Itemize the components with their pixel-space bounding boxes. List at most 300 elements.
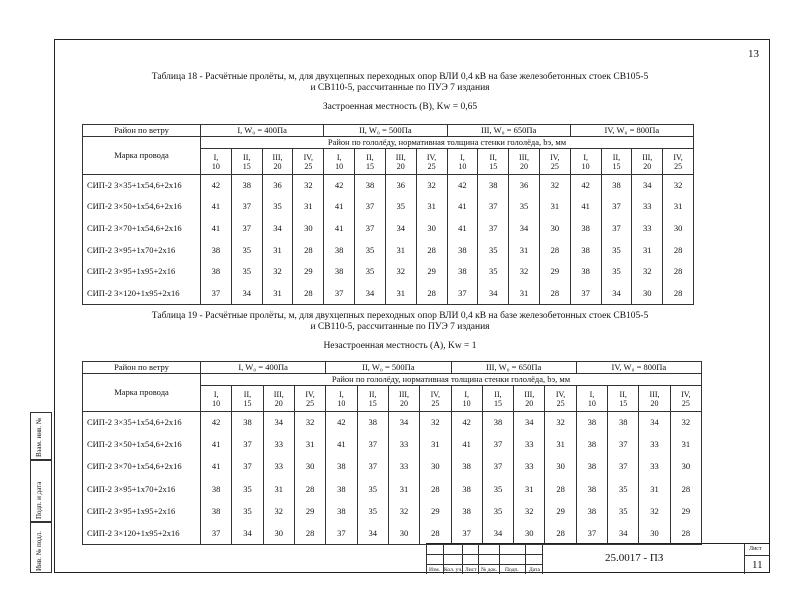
span-value: 32 bbox=[632, 261, 663, 283]
span-value: 41 bbox=[447, 218, 478, 240]
span-value: 32 bbox=[416, 175, 447, 197]
ice-col-roman: III, bbox=[395, 152, 406, 162]
span-value: 32 bbox=[388, 500, 419, 522]
span-value: 31 bbox=[263, 478, 294, 500]
span-value: 31 bbox=[509, 282, 540, 304]
ice-col-header bbox=[231, 149, 262, 175]
span-value: 37 bbox=[357, 456, 388, 478]
ice-col-value: 20 bbox=[643, 161, 652, 171]
span-value: 36 bbox=[262, 175, 293, 197]
table18-caption-line2: и СВ110-5, рассчитанные по ПУЭ 7 издания bbox=[310, 83, 490, 93]
span-value: 29 bbox=[670, 500, 701, 522]
ice-col-value: 25 bbox=[306, 398, 315, 408]
document-code: 25.0017 - ПЗ bbox=[605, 552, 664, 564]
span-value: 35 bbox=[608, 478, 639, 500]
span-value: 38 bbox=[608, 412, 639, 434]
span-value: 29 bbox=[416, 261, 447, 283]
span-value: 38 bbox=[576, 412, 607, 434]
span-value: 32 bbox=[514, 500, 545, 522]
span-value: 37 bbox=[326, 522, 357, 544]
ice-col-value: 20 bbox=[520, 161, 529, 171]
span-value: 32 bbox=[545, 412, 576, 434]
ice-col-header bbox=[324, 149, 355, 175]
wire-brand: СИП-2 3×70+1х54,6+2х16 bbox=[83, 456, 201, 478]
ice-col-roman: II, bbox=[494, 389, 502, 399]
span-value: 32 bbox=[420, 412, 451, 434]
span-value: 30 bbox=[263, 522, 294, 544]
span-value: 42 bbox=[201, 412, 232, 434]
span-value: 28 bbox=[294, 478, 325, 500]
ice-col-header bbox=[545, 386, 576, 412]
wind-col-header: IV, W₀ = 800Па bbox=[576, 362, 701, 374]
span-value: 35 bbox=[355, 239, 386, 261]
side-label-replace: Взам. инв. № bbox=[35, 417, 43, 457]
span-value: 37 bbox=[231, 196, 262, 218]
span-value: 31 bbox=[388, 478, 419, 500]
wind-region-header: Район по ветру bbox=[83, 125, 201, 137]
stamp-divider bbox=[744, 544, 745, 574]
table18 bbox=[82, 124, 694, 305]
stamp-label-date: Дата bbox=[529, 567, 540, 573]
span-value: 37 bbox=[355, 218, 386, 240]
span-value: 37 bbox=[482, 434, 513, 456]
span-value: 34 bbox=[231, 282, 262, 304]
span-value: 30 bbox=[639, 522, 670, 544]
span-value: 36 bbox=[385, 175, 416, 197]
stamp-label-izm: Изм. bbox=[429, 567, 440, 573]
span-value: 37 bbox=[601, 196, 632, 218]
stamp-divider bbox=[499, 544, 500, 574]
span-value: 37 bbox=[324, 282, 355, 304]
span-value: 38 bbox=[232, 412, 263, 434]
span-value: 28 bbox=[670, 522, 701, 544]
ice-col-roman: III, bbox=[273, 389, 284, 399]
span-value: 34 bbox=[263, 412, 294, 434]
span-value: 37 bbox=[447, 282, 478, 304]
span-value: 41 bbox=[570, 196, 601, 218]
ice-region-header: Район по гололёду, нормативная толщина стенки гололёда, bэ, мм bbox=[201, 137, 694, 149]
span-value: 34 bbox=[482, 522, 513, 544]
stamp-label-sign: Подп. bbox=[505, 567, 519, 573]
span-value: 38 bbox=[447, 239, 478, 261]
span-value: 28 bbox=[416, 239, 447, 261]
span-value: 30 bbox=[632, 282, 663, 304]
ice-col-value: 15 bbox=[493, 398, 502, 408]
span-value: 35 bbox=[385, 196, 416, 218]
span-value: 37 bbox=[478, 218, 509, 240]
ice-col-value: 25 bbox=[431, 398, 440, 408]
span-value: 38 bbox=[326, 456, 357, 478]
span-value: 37 bbox=[478, 196, 509, 218]
stamp-label-doc: № док. bbox=[481, 567, 498, 573]
stamp-sheet-label: Лист bbox=[749, 546, 762, 552]
span-value: 35 bbox=[608, 500, 639, 522]
span-value: 34 bbox=[639, 412, 670, 434]
stamp-rule-3 bbox=[744, 555, 770, 556]
span-value: 37 bbox=[231, 218, 262, 240]
span-value: 30 bbox=[294, 456, 325, 478]
wire-brand: СИП-2 3×50+1х54,6+2х16 bbox=[83, 434, 201, 456]
table18-caption-line1: Таблица 18 - Расчётные пролёты, м, для двухцепных переходных опор ВЛИ 0,4 кВ на базе железобетонных стоек СВ105-5 bbox=[151, 72, 649, 82]
ice-col-header bbox=[670, 386, 701, 412]
span-value: 32 bbox=[385, 261, 416, 283]
span-value: 41 bbox=[201, 218, 232, 240]
span-value: 35 bbox=[478, 239, 509, 261]
span-value: 37 bbox=[482, 456, 513, 478]
ice-col-header bbox=[570, 149, 601, 175]
span-value: 35 bbox=[482, 500, 513, 522]
span-value: 37 bbox=[357, 434, 388, 456]
ice-col-header bbox=[263, 386, 294, 412]
span-value: 33 bbox=[263, 434, 294, 456]
span-value: 34 bbox=[509, 218, 540, 240]
span-value: 34 bbox=[385, 218, 416, 240]
span-value: 33 bbox=[639, 456, 670, 478]
ice-col-roman: I, bbox=[213, 152, 219, 162]
ice-col-roman: I, bbox=[583, 152, 588, 162]
page-number: 13 bbox=[748, 48, 759, 60]
span-value: 34 bbox=[601, 282, 632, 304]
span-value: 36 bbox=[509, 175, 540, 197]
ice-col-value: 25 bbox=[556, 398, 565, 408]
table19-caption bbox=[0, 311, 800, 333]
span-value: 38 bbox=[478, 175, 509, 197]
wire-brand: СИП-2 3×120+1х95+2х16 bbox=[83, 282, 201, 304]
span-value: 38 bbox=[201, 261, 232, 283]
span-value: 38 bbox=[576, 434, 607, 456]
span-value: 42 bbox=[324, 175, 355, 197]
ice-col-roman: I, bbox=[460, 152, 465, 162]
ice-col-header bbox=[447, 149, 478, 175]
span-value: 34 bbox=[355, 282, 386, 304]
span-value: 31 bbox=[293, 196, 324, 218]
span-value: 38 bbox=[576, 478, 607, 500]
span-value: 31 bbox=[416, 196, 447, 218]
span-value: 33 bbox=[388, 456, 419, 478]
span-value: 35 bbox=[357, 478, 388, 500]
ice-col-value: 10 bbox=[211, 161, 220, 171]
span-value: 35 bbox=[601, 239, 632, 261]
span-value: 30 bbox=[416, 218, 447, 240]
wire-brand: СИП-2 3×35+1х54,6+2х16 bbox=[83, 175, 201, 197]
span-value: 38 bbox=[576, 500, 607, 522]
span-value: 31 bbox=[262, 239, 293, 261]
ice-col-roman: I, bbox=[464, 389, 469, 399]
span-value: 38 bbox=[231, 175, 262, 197]
ice-col-roman: IV, bbox=[426, 152, 437, 162]
ice-col-value: 20 bbox=[273, 161, 282, 171]
table18-terrain: Застроенная местность (В), Kw = 0,65 bbox=[322, 102, 478, 112]
span-value: 31 bbox=[539, 196, 570, 218]
span-value: 34 bbox=[514, 412, 545, 434]
span-value: 38 bbox=[326, 500, 357, 522]
ice-col-header bbox=[420, 386, 451, 412]
ice-col-header bbox=[539, 149, 570, 175]
span-value: 38 bbox=[570, 239, 601, 261]
span-value: 37 bbox=[355, 196, 386, 218]
ice-col-roman: II, bbox=[243, 389, 252, 399]
span-value: 33 bbox=[388, 434, 419, 456]
wind-col-header: I, W₀ = 400Па bbox=[201, 125, 324, 137]
span-value: 37 bbox=[201, 282, 232, 304]
side-label-inv: Инв. № подл. bbox=[35, 531, 43, 571]
span-value: 32 bbox=[670, 412, 701, 434]
span-value: 37 bbox=[201, 522, 232, 544]
span-value: 28 bbox=[420, 522, 451, 544]
stamp-divider bbox=[478, 544, 479, 574]
span-value: 42 bbox=[447, 175, 478, 197]
span-value: 29 bbox=[545, 500, 576, 522]
ice-col-value: 15 bbox=[242, 161, 251, 171]
span-value: 34 bbox=[232, 522, 263, 544]
ice-col-header bbox=[357, 386, 388, 412]
span-value: 42 bbox=[201, 175, 232, 197]
side-box-inv bbox=[30, 522, 52, 573]
ice-col-header bbox=[262, 149, 293, 175]
span-value: 30 bbox=[293, 218, 324, 240]
ice-col-header bbox=[576, 386, 607, 412]
span-value: 30 bbox=[670, 456, 701, 478]
side-box-sign bbox=[30, 460, 52, 522]
ice-col-roman: I, bbox=[213, 389, 219, 399]
ice-col-roman: II, bbox=[489, 152, 497, 162]
span-value: 28 bbox=[539, 282, 570, 304]
ice-col-header bbox=[355, 149, 386, 175]
span-value: 30 bbox=[545, 456, 576, 478]
wind-col-header: II, W₀ = 500Па bbox=[324, 125, 447, 137]
wire-brand: СИП-2 3×95+1х70+2х16 bbox=[83, 478, 201, 500]
span-value: 30 bbox=[663, 218, 694, 240]
span-value: 35 bbox=[232, 500, 263, 522]
span-value: 41 bbox=[201, 196, 232, 218]
ice-col-header bbox=[601, 149, 632, 175]
span-value: 35 bbox=[478, 261, 509, 283]
side-box-replace bbox=[30, 412, 52, 460]
span-value: 32 bbox=[639, 500, 670, 522]
span-value: 29 bbox=[293, 261, 324, 283]
span-value: 35 bbox=[482, 478, 513, 500]
span-value: 31 bbox=[385, 282, 416, 304]
span-value: 33 bbox=[632, 218, 663, 240]
span-value: 31 bbox=[509, 239, 540, 261]
wire-brand: СИП-2 3×120+1х95+2х16 bbox=[83, 522, 201, 544]
span-value: 32 bbox=[509, 261, 540, 283]
title-stamp bbox=[426, 543, 770, 574]
stamp-label-list: Лист bbox=[465, 567, 477, 573]
ice-col-header bbox=[326, 386, 357, 412]
span-value: 31 bbox=[420, 434, 451, 456]
span-value: 28 bbox=[416, 282, 447, 304]
span-value: 33 bbox=[632, 196, 663, 218]
ice-col-value: 15 bbox=[365, 161, 374, 171]
ice-col-header bbox=[451, 386, 482, 412]
wind-col-header: IV, W₀ = 800Па bbox=[570, 125, 693, 137]
span-value: 32 bbox=[263, 500, 294, 522]
span-value: 41 bbox=[451, 434, 482, 456]
span-value: 35 bbox=[231, 239, 262, 261]
span-value: 41 bbox=[447, 196, 478, 218]
span-value: 28 bbox=[545, 478, 576, 500]
brand-header: Марка провода bbox=[83, 374, 201, 412]
ice-col-roman: III, bbox=[399, 389, 410, 399]
span-value: 38 bbox=[570, 218, 601, 240]
ice-col-header bbox=[608, 386, 639, 412]
ice-col-roman: II, bbox=[612, 152, 621, 162]
span-value: 31 bbox=[294, 434, 325, 456]
span-value: 32 bbox=[539, 175, 570, 197]
ice-col-value: 15 bbox=[489, 161, 498, 171]
ice-col-roman: IV, bbox=[555, 389, 566, 399]
span-value: 37 bbox=[576, 522, 607, 544]
wire-brand: СИП-2 3×95+1х95+2х16 bbox=[83, 500, 201, 522]
ice-col-roman: IV, bbox=[303, 152, 314, 162]
span-value: 32 bbox=[293, 175, 324, 197]
span-value: 42 bbox=[451, 412, 482, 434]
span-value: 30 bbox=[514, 522, 545, 544]
ice-col-header bbox=[482, 386, 513, 412]
span-value: 37 bbox=[451, 522, 482, 544]
table19 bbox=[82, 361, 702, 545]
span-value: 32 bbox=[262, 261, 293, 283]
ice-col-value: 20 bbox=[650, 398, 659, 408]
span-value: 34 bbox=[388, 412, 419, 434]
ice-col-header bbox=[293, 149, 324, 175]
span-value: 41 bbox=[326, 434, 357, 456]
span-value: 35 bbox=[509, 196, 540, 218]
ice-col-roman: III, bbox=[272, 152, 283, 162]
stamp-sheet-number: 11 bbox=[752, 559, 763, 571]
ice-col-roman: IV, bbox=[681, 389, 691, 399]
ice-col-header bbox=[201, 149, 232, 175]
span-value: 31 bbox=[514, 478, 545, 500]
ice-col-roman: I, bbox=[589, 389, 595, 399]
table19-terrain: Незастроенная местность (А), Kw = 1 bbox=[323, 341, 477, 351]
span-value: 37 bbox=[608, 456, 639, 478]
span-value: 28 bbox=[293, 282, 324, 304]
ice-col-value: 15 bbox=[368, 398, 377, 408]
ice-col-header bbox=[632, 149, 663, 175]
span-value: 41 bbox=[201, 456, 232, 478]
stamp-label-kol: Кол. уч. bbox=[444, 567, 463, 573]
ice-col-value: 25 bbox=[681, 398, 690, 408]
span-value: 37 bbox=[608, 434, 639, 456]
span-value: 35 bbox=[262, 196, 293, 218]
span-value: 35 bbox=[232, 478, 263, 500]
wire-brand: СИП-2 3×35+1х54,6+2х16 bbox=[83, 412, 201, 434]
ice-col-roman: IV, bbox=[550, 152, 560, 162]
span-value: 38 bbox=[357, 412, 388, 434]
wire-brand: СИП-2 3×50+1х54,6+2х16 bbox=[83, 196, 201, 218]
span-value: 28 bbox=[545, 522, 576, 544]
span-value: 30 bbox=[388, 522, 419, 544]
span-value: 33 bbox=[514, 456, 545, 478]
span-value: 38 bbox=[451, 500, 482, 522]
wire-brand: СИП-2 3×95+1х95+2х16 bbox=[83, 261, 201, 283]
span-value: 38 bbox=[482, 412, 513, 434]
span-value: 34 bbox=[478, 282, 509, 304]
span-value: 35 bbox=[357, 500, 388, 522]
span-value: 38 bbox=[451, 478, 482, 500]
span-value: 37 bbox=[570, 282, 601, 304]
span-value: 42 bbox=[326, 412, 357, 434]
brand-header: Марка провода bbox=[83, 137, 201, 175]
ice-col-header bbox=[201, 386, 232, 412]
span-value: 28 bbox=[293, 239, 324, 261]
span-value: 37 bbox=[601, 218, 632, 240]
ice-col-value: 10 bbox=[581, 161, 590, 171]
wind-col-header: I, W₀ = 400Па bbox=[201, 362, 326, 374]
span-value: 32 bbox=[294, 412, 325, 434]
ice-col-header bbox=[509, 149, 540, 175]
stamp-divider bbox=[542, 544, 543, 574]
span-value: 31 bbox=[639, 478, 670, 500]
span-value: 30 bbox=[420, 456, 451, 478]
span-value: 32 bbox=[663, 175, 694, 197]
ice-col-value: 10 bbox=[462, 398, 471, 408]
span-value: 29 bbox=[539, 261, 570, 283]
span-value: 41 bbox=[324, 218, 355, 240]
span-value: 29 bbox=[294, 500, 325, 522]
ice-col-value: 10 bbox=[212, 398, 221, 408]
ice-col-header bbox=[416, 149, 447, 175]
wire-brand: СИП-2 3×70+1х54,6+2х16 bbox=[83, 218, 201, 240]
ice-col-value: 10 bbox=[335, 161, 344, 171]
span-value: 30 bbox=[539, 218, 570, 240]
ice-col-roman: II, bbox=[619, 389, 627, 399]
ice-col-value: 25 bbox=[427, 161, 436, 171]
ice-col-roman: II, bbox=[366, 152, 374, 162]
ice-col-value: 25 bbox=[304, 161, 313, 171]
span-value: 38 bbox=[324, 239, 355, 261]
span-value: 28 bbox=[663, 239, 694, 261]
stamp-divider bbox=[525, 544, 526, 574]
span-value: 33 bbox=[639, 434, 670, 456]
ice-col-roman: IV, bbox=[673, 152, 683, 162]
span-value: 31 bbox=[545, 434, 576, 456]
span-value: 38 bbox=[355, 175, 386, 197]
ice-col-header bbox=[514, 386, 545, 412]
span-value: 41 bbox=[201, 434, 232, 456]
table19-caption-line2: и СВ110-5, рассчитанные по ПУЭ 7 издания bbox=[310, 322, 490, 332]
ice-col-roman: IV, bbox=[305, 389, 315, 399]
wire-brand: СИП-2 3×95+1х70+2х16 bbox=[83, 239, 201, 261]
ice-col-roman: II, bbox=[243, 152, 251, 162]
ice-col-value: 25 bbox=[550, 161, 559, 171]
span-value: 42 bbox=[570, 175, 601, 197]
ice-col-roman: III, bbox=[642, 152, 653, 162]
span-value: 31 bbox=[262, 282, 293, 304]
span-value: 35 bbox=[601, 261, 632, 283]
span-value: 33 bbox=[263, 456, 294, 478]
ice-col-value: 10 bbox=[587, 398, 596, 408]
ice-col-header bbox=[639, 386, 670, 412]
ice-col-roman: I, bbox=[339, 389, 344, 399]
span-value: 38 bbox=[576, 456, 607, 478]
ice-col-value: 20 bbox=[525, 398, 534, 408]
ice-region-header: Район по гололёду, нормативная толщина стенки гололёда, bэ, мм bbox=[201, 374, 702, 386]
ice-col-header bbox=[385, 149, 416, 175]
ice-col-roman: III, bbox=[649, 389, 660, 399]
span-value: 31 bbox=[670, 434, 701, 456]
span-value: 38 bbox=[326, 478, 357, 500]
span-value: 37 bbox=[232, 434, 263, 456]
span-value: 34 bbox=[357, 522, 388, 544]
span-value: 31 bbox=[663, 196, 694, 218]
span-value: 38 bbox=[447, 261, 478, 283]
ice-col-header bbox=[294, 386, 325, 412]
ice-col-value: 15 bbox=[243, 398, 252, 408]
ice-col-header bbox=[478, 149, 509, 175]
